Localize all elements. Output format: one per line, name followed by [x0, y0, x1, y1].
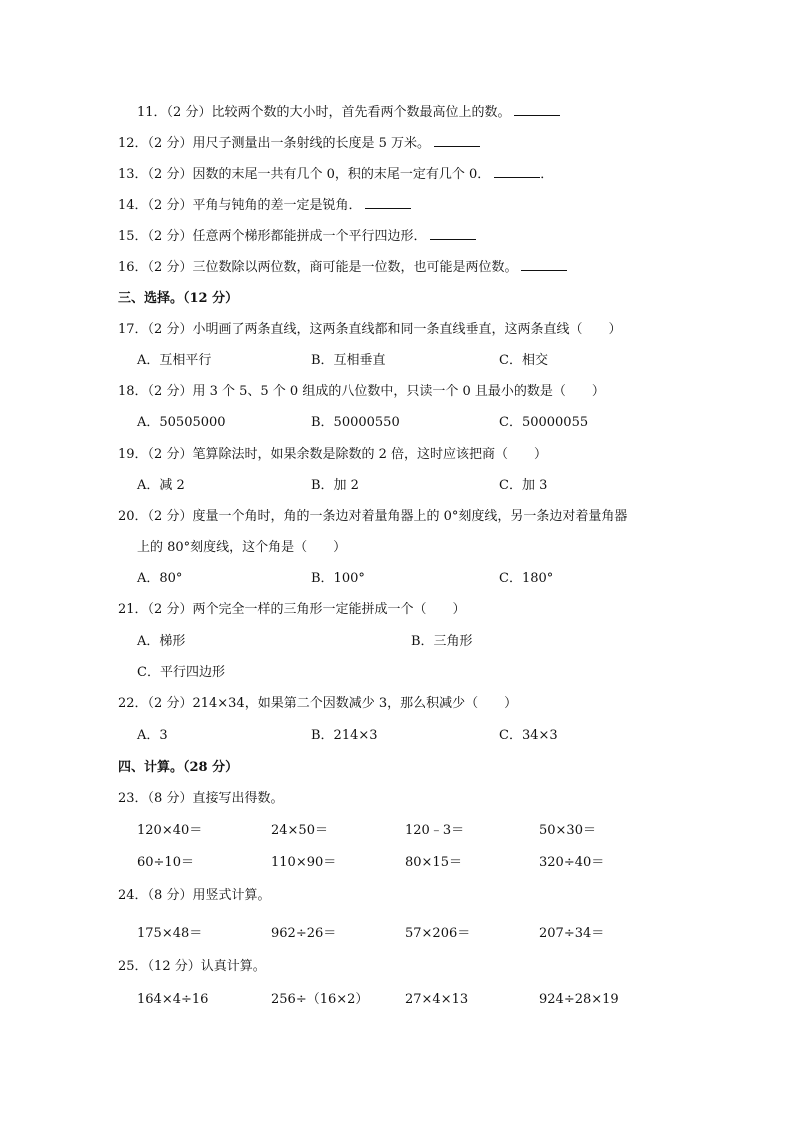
- answer-blank[interactable]: [494, 165, 540, 178]
- calc-item: 80×15＝: [405, 855, 462, 870]
- question-text: 两个完全一样的三角形一定能拼成一个（ ）: [192, 602, 466, 617]
- calc-item: 60÷10＝: [137, 855, 194, 870]
- calc-item: 924÷28×19: [539, 992, 619, 1007]
- calc-item: 50×30＝: [539, 823, 596, 838]
- question-text: 直接写出得数。: [192, 791, 284, 806]
- section-heading: 三、选择。（12 分）: [118, 291, 239, 306]
- question-14: [118, 196, 411, 216]
- question-number: 13．: [118, 167, 148, 182]
- question-text: 任意两个梯形都能拼成一个平行四边形．: [192, 229, 427, 244]
- question-score: （2 分）: [147, 260, 193, 275]
- question-score: （8 分）: [147, 791, 193, 806]
- question-number: 24．: [118, 888, 148, 903]
- option-b[interactable]: B．100°: [311, 571, 365, 586]
- question-score: （2 分）: [147, 136, 193, 151]
- question-text: 用 3 个 5、5 个 0 组成的八位数中，只读一个 0 且最小的数是（ ）: [192, 384, 605, 399]
- question-score: （2 分）: [147, 167, 193, 182]
- options-row: [137, 413, 657, 433]
- option-a[interactable]: A．梯形: [137, 634, 186, 649]
- question-number: 16．: [118, 260, 148, 275]
- question-number: 12．: [118, 136, 148, 151]
- question-number: 15．: [118, 229, 148, 244]
- question-number: 20．: [118, 509, 148, 524]
- question-number: 14．: [118, 198, 148, 213]
- option-c[interactable]: C．180°: [499, 571, 554, 586]
- question-18: [118, 382, 605, 402]
- options-row: [137, 476, 657, 496]
- option-a[interactable]: A．3: [137, 728, 168, 743]
- question-25: [118, 957, 266, 977]
- answer-blank[interactable]: [521, 258, 567, 271]
- question-text: 214×34，如果第二个因数减少 3，那么积减少（ ）: [192, 696, 518, 711]
- question-number: 25．: [118, 959, 148, 974]
- question-text: 笔算除法时，如果余数是除数的 2 倍，这时应该把商（ ）: [192, 447, 547, 462]
- question-number: 18．: [118, 384, 148, 399]
- question-22: [118, 694, 517, 714]
- calc-item: 120×40＝: [137, 823, 203, 838]
- calc-item: 256÷（16×2）: [271, 992, 369, 1007]
- question-text: 因数的末尾一共有几个 0，积的末尾一定有几个 0．: [192, 167, 491, 182]
- calc-item: 962÷26＝: [271, 926, 337, 941]
- question-number: 23．: [118, 791, 148, 806]
- question-score: （2 分）: [147, 229, 193, 244]
- question-21: [118, 600, 465, 620]
- question-score: （2 分）: [147, 384, 193, 399]
- question-number: 11．: [137, 105, 167, 120]
- question-13: [118, 165, 553, 185]
- question-score: （2 分）: [147, 509, 193, 524]
- question-score: （8 分）: [147, 888, 193, 903]
- option-b[interactable]: B．三角形: [411, 634, 473, 649]
- question-score: （2 分）: [166, 105, 212, 120]
- option-c[interactable]: C．加 3: [499, 478, 548, 493]
- question-20-continued: 上的 80°刻度线，这个角是（ ）: [137, 540, 347, 555]
- question-15: [118, 227, 476, 247]
- calc-item: 175×48＝: [137, 926, 203, 941]
- question-text: 用竖式计算。: [192, 888, 271, 903]
- question-score: （2 分）: [147, 322, 193, 337]
- question-number: 19．: [118, 447, 148, 462]
- question-text: 认真计算。: [200, 959, 266, 974]
- calc-item: 120﹣3＝: [405, 823, 465, 838]
- option-c[interactable]: C．平行四边形: [137, 665, 225, 680]
- question-20: [118, 507, 627, 527]
- option-b[interactable]: B．214×3: [311, 728, 378, 743]
- answer-blank[interactable]: [430, 227, 476, 240]
- question-12: [118, 134, 480, 154]
- question-24: [118, 886, 270, 906]
- option-a[interactable]: A．互相平行: [137, 353, 212, 368]
- question-11: [137, 103, 560, 123]
- calc-item: 57×206＝: [405, 926, 471, 941]
- calc-item: 320÷40＝: [539, 855, 605, 870]
- question-score: （2 分）: [147, 198, 193, 213]
- answer-blank[interactable]: [514, 103, 560, 116]
- option-c[interactable]: C．34×3: [499, 728, 558, 743]
- options-row: [137, 351, 657, 371]
- option-c[interactable]: C．相交: [499, 353, 548, 368]
- question-number: 21．: [118, 602, 148, 617]
- question-score: （12 分）: [147, 959, 201, 974]
- options-row: [137, 632, 657, 652]
- question-score: （2 分）: [147, 447, 193, 462]
- question-score: （2 分）: [147, 602, 193, 617]
- question-score: （2 分）: [147, 696, 193, 711]
- option-b[interactable]: B．互相垂直: [311, 353, 386, 368]
- question-text: 度量一个角时，角的一条边对着量角器上的 0°刻度线，另一条边对着量角器: [192, 509, 628, 524]
- calc-item: 164×4÷16: [137, 992, 209, 1007]
- calc-item: 24×50＝: [271, 823, 328, 838]
- answer-blank[interactable]: [434, 134, 480, 147]
- question-text: 用尺子测量出一条射线的长度是 5 万米。: [192, 136, 430, 151]
- options-row: [137, 726, 657, 746]
- question-16: [118, 258, 567, 278]
- option-b[interactable]: B．加 2: [311, 478, 359, 493]
- option-a[interactable]: A．50505000: [137, 415, 226, 430]
- question-number: 22．: [118, 696, 148, 711]
- question-number: 17．: [118, 322, 148, 337]
- calc-item: 27×4×13: [405, 992, 469, 1007]
- options-row: [137, 569, 657, 589]
- option-a[interactable]: A．80°: [137, 571, 183, 586]
- option-a[interactable]: A．减 2: [137, 478, 185, 493]
- section-heading: 四、计算。（28 分）: [118, 760, 239, 775]
- option-c[interactable]: C．50000055: [499, 415, 589, 430]
- question-19: [118, 445, 547, 465]
- question-23: [118, 789, 283, 809]
- question-text: 平角与钝角的差一定是锐角．: [192, 198, 362, 213]
- question-text: 比较两个数的大小时，首先看两个数最高位上的数。: [211, 105, 511, 120]
- calc-item: 207÷34＝: [539, 926, 605, 941]
- question-text: 三位数除以两位数，商可能是一位数，也可能是两位数。: [192, 260, 518, 275]
- option-b[interactable]: B．50000550: [311, 415, 400, 430]
- question-tail: ．: [540, 167, 554, 182]
- question-text: 小明画了两条直线，这两条直线都和同一条直线垂直，这两条直线（ ）: [192, 322, 622, 337]
- options-row: [137, 663, 657, 683]
- calc-item: 110×90＝: [271, 855, 337, 870]
- question-17: [118, 320, 621, 340]
- answer-blank[interactable]: [365, 196, 411, 209]
